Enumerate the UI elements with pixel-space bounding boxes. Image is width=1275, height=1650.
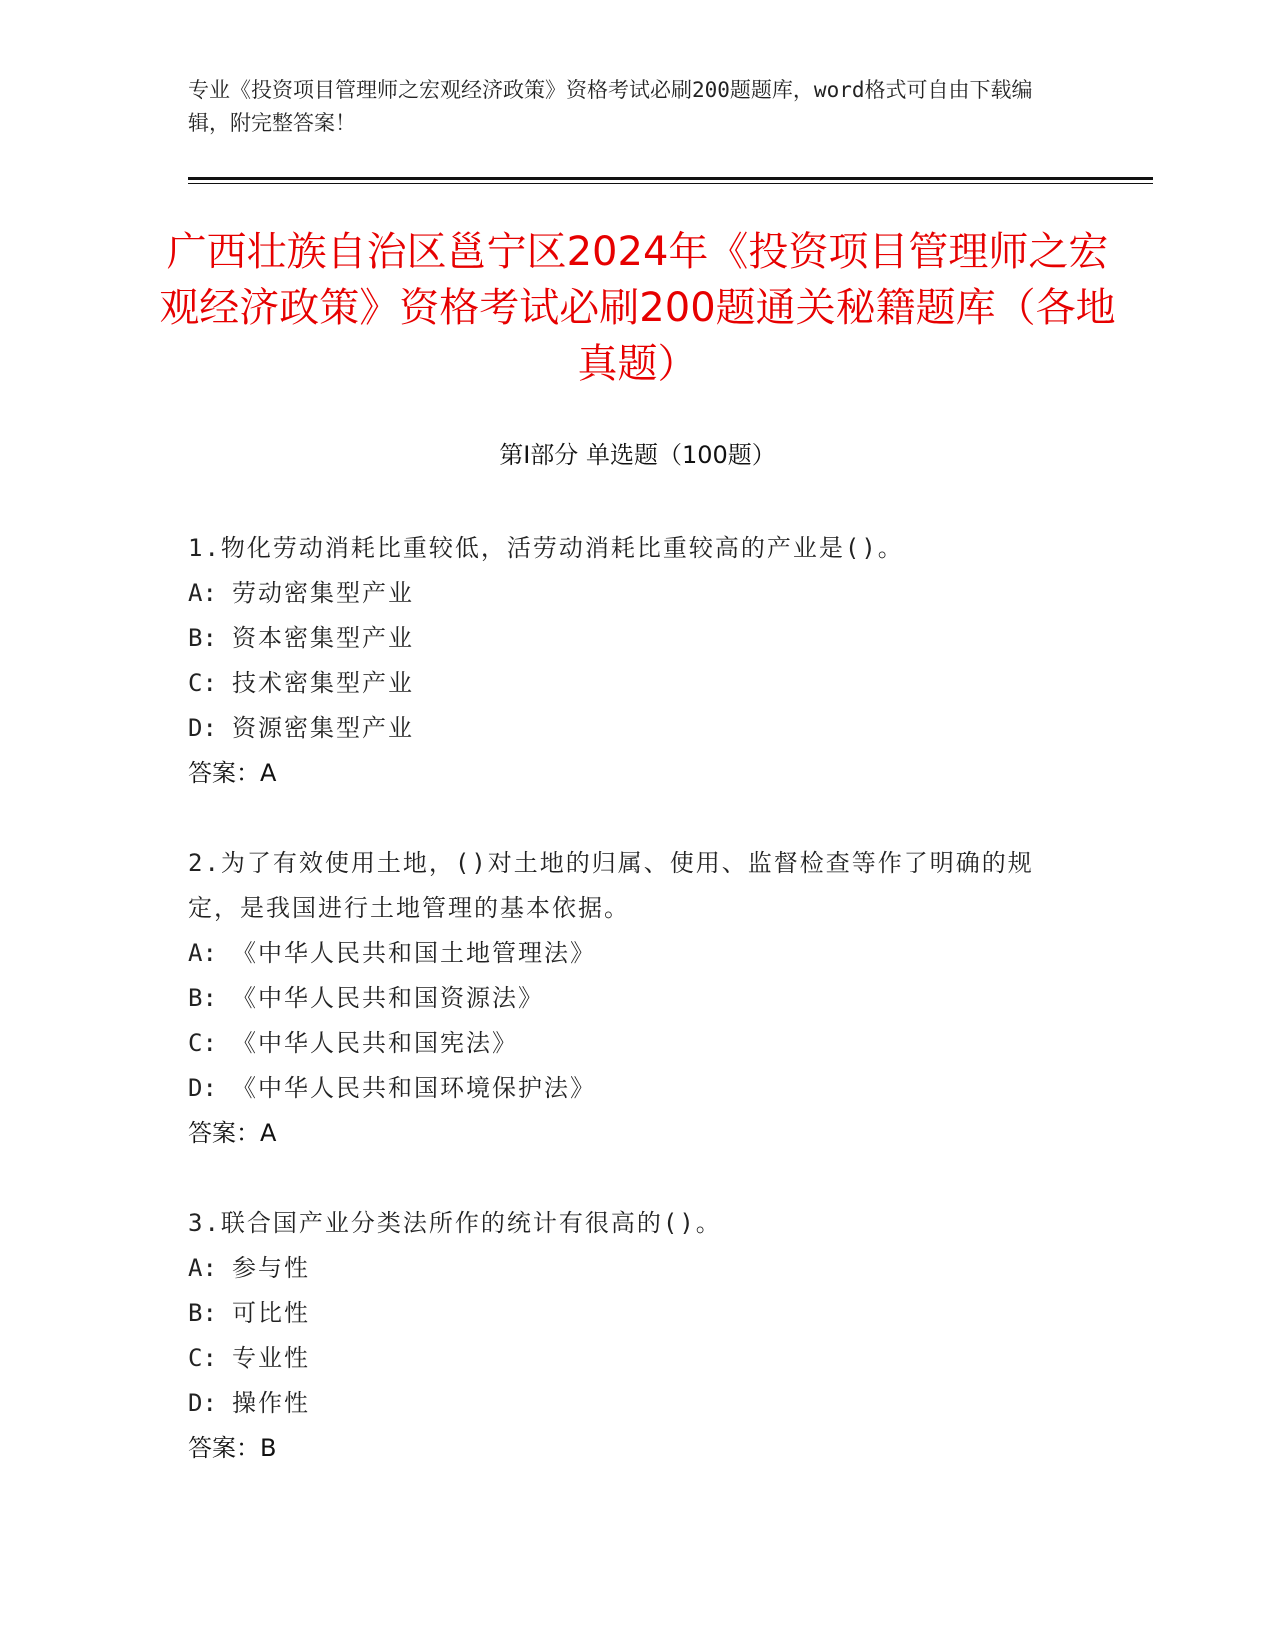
option-letter: C: <box>188 1344 217 1372</box>
header-rule-thin <box>188 183 1153 184</box>
question-answer: 答案：A <box>188 1119 277 1147</box>
option-letter: A: <box>188 1254 217 1282</box>
question-list <box>188 526 1068 1516</box>
option-text: 《中华人民共和国土地管理法》 <box>232 939 596 967</box>
question-option-a <box>188 571 1068 616</box>
option-text: 资源密集型产业 <box>232 714 414 742</box>
option-text: 可比性 <box>232 1299 310 1327</box>
option-letter: D: <box>188 1389 217 1417</box>
option-letter: C: <box>188 669 217 697</box>
question-option-b <box>188 976 1068 1021</box>
option-text: 参与性 <box>232 1254 310 1282</box>
option-text: 《中华人民共和国资源法》 <box>232 984 544 1012</box>
option-letter: A: <box>188 939 217 967</box>
option-text: 《中华人民共和国环境保护法》 <box>232 1074 596 1102</box>
question-option-a <box>188 1246 1068 1291</box>
section-title: 第I部分 单选题（100题） <box>499 441 776 469</box>
option-text: 专业性 <box>232 1344 310 1372</box>
question-option-d <box>188 1381 1068 1426</box>
question-stem: 1.物化劳动消耗比重较低，活劳动消耗比重较高的产业是()。 <box>188 534 904 562</box>
option-letter: A: <box>188 579 217 607</box>
option-letter: B: <box>188 1299 217 1327</box>
option-letter: B: <box>188 984 217 1012</box>
question-option-a <box>188 931 1068 976</box>
option-text: 《中华人民共和国宪法》 <box>232 1029 518 1057</box>
question-3 <box>188 1201 1068 1471</box>
header-note: 专业《投资项目管理师之宏观经济政策》资格考试必刷200题题库，word格式可自由下载编辑，附完整答案！ <box>188 78 1033 135</box>
option-text: 劳动密集型产业 <box>232 579 414 607</box>
question-option-d <box>188 1066 1068 1111</box>
question-stem: 2.为了有效使用土地，()对土地的归属、使用、监督检查等作了明确的规定，是我国进行土地管理的基本依据。 <box>188 849 1034 922</box>
question-stem: 3.联合国产业分类法所作的统计有很高的()。 <box>188 1209 722 1237</box>
question-1 <box>188 526 1068 796</box>
question-option-c <box>188 1336 1068 1381</box>
question-option-c <box>188 661 1068 706</box>
option-text: 资本密集型产业 <box>232 624 414 652</box>
question-2 <box>188 841 1068 1156</box>
option-letter: D: <box>188 1074 217 1102</box>
option-letter: C: <box>188 1029 217 1057</box>
option-letter: B: <box>188 624 217 652</box>
question-option-b <box>188 1291 1068 1336</box>
document-title: 广西壮族自治区邕宁区2024年《投资项目管理师之宏观经济政策》资格考试必刷200题通关秘籍题库（各地真题） <box>159 229 1116 387</box>
option-text: 技术密集型产业 <box>232 669 414 697</box>
question-option-c <box>188 1021 1068 1066</box>
question-answer: 答案：B <box>188 1434 277 1462</box>
option-letter: D: <box>188 714 217 742</box>
question-answer: 答案：A <box>188 759 277 787</box>
question-option-d <box>188 706 1068 751</box>
question-option-b <box>188 616 1068 661</box>
option-text: 操作性 <box>232 1389 310 1417</box>
header-rule-thick <box>188 177 1153 180</box>
